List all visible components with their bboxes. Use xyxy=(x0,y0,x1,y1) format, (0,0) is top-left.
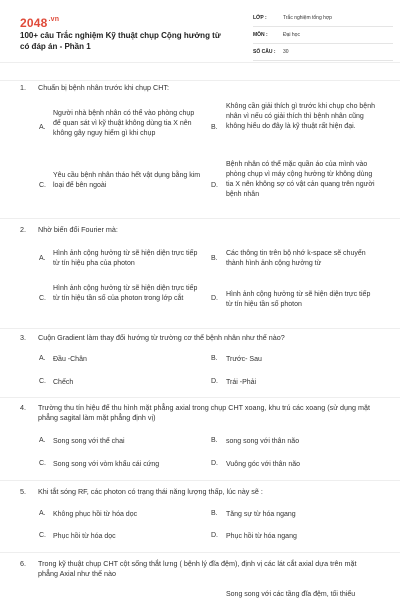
question-number: 3. xyxy=(20,333,26,342)
question-text: Trong kỹ thuật chụp CHT cột sống thắt lưng ( bệnh lý đĩa đệm), định vị các lát cắt axial dựa trên mặt phẳng Axial như thế nào xyxy=(38,559,357,578)
meta-row-count xyxy=(253,46,393,61)
option-letter: A. xyxy=(39,255,46,262)
question-text: Cuộn Gradient làm thay đổi hướng từ trường cơ thể bệnh nhân như thế nào? xyxy=(38,333,285,342)
option-letter: B. xyxy=(211,124,218,131)
option-letter: B. xyxy=(211,355,218,362)
question-text: Nhờ biến đổi Fourier mà: xyxy=(38,225,118,234)
option-letter: B. xyxy=(211,510,218,517)
question-text: Khi tắt sóng RF, các photon có trạng thái năng lượng thấp, lúc này sẽ : xyxy=(38,487,263,496)
option-letter: D. xyxy=(211,182,218,189)
option-letter: A. xyxy=(39,437,46,444)
option-text[interactable]: Phục hồi từ hóa ngang xyxy=(226,533,297,540)
option-text[interactable]: Trái -Phải xyxy=(226,379,257,386)
divider xyxy=(0,552,400,553)
option-text[interactable]: Hình ảnh cộng hưởng từ sẽ hiện diện trực tiếp từ tín hiệu tần số photon xyxy=(226,291,371,308)
divider xyxy=(0,397,400,398)
option-letter: D. xyxy=(211,460,218,467)
option-letter: D. xyxy=(211,532,218,539)
question-number: 6. xyxy=(20,559,26,568)
option-letter: C. xyxy=(39,532,46,539)
option-text[interactable]: Người nhà bệnh nhân có thể vào phòng chụp để quan sát vì kỹ thuật không dùng tia X nên không gây nguy hiểm gì khi chụp xyxy=(53,110,195,137)
option-letter: C. xyxy=(39,295,46,302)
option-text[interactable]: Vuông góc với thân não xyxy=(226,461,300,468)
divider xyxy=(0,218,400,219)
site-logo[interactable] xyxy=(20,16,59,30)
logo-suffix: .vn xyxy=(48,16,60,23)
option-text[interactable]: Bệnh nhân có thể mặc quần áo của mình vào phòng chụp vì máy cộng hưởng từ không dùng tia X nên không sợ có vật cản quang trên người bệnh nhân xyxy=(226,161,375,198)
option-letter: B. xyxy=(211,255,218,262)
document-meta xyxy=(253,12,393,63)
question-number: 4. xyxy=(20,403,26,412)
option-text[interactable]: Song song với các tầng đĩa đệm, tối thiểu xyxy=(226,591,356,598)
option-letter: A. xyxy=(39,124,46,131)
divider xyxy=(0,328,400,329)
option-letter: C. xyxy=(39,378,46,385)
option-text[interactable]: Không cần giải thích gì trước khi chụp cho bệnh nhân vì nếu có giải thích thì bệnh nhân cũng không hiểu do đây là kỹ thuật rất hiện đại. xyxy=(226,103,375,130)
option-text[interactable]: Chếch xyxy=(53,379,74,386)
option-letter: C. xyxy=(39,460,46,467)
option-text[interactable]: Các thông tin trên bộ nhớ k-space sẽ chuyển thành hình ảnh cộng hưởng từ xyxy=(226,250,366,267)
meta-label: LỚP : xyxy=(253,15,267,21)
question-number: 5. xyxy=(20,487,26,496)
option-text[interactable]: Hình ảnh cộng hưởng từ sẽ hiện diện trực tiếp từ tín hiệu pha của photon xyxy=(53,250,198,267)
option-letter: C. xyxy=(39,182,46,189)
meta-label: MÔN : xyxy=(253,32,268,38)
option-text[interactable]: Trước- Sau xyxy=(226,356,262,363)
question-text: Chuẩn bị bệnh nhân trước khi chụp CHT: xyxy=(38,83,169,92)
option-text[interactable]: Yêu cầu bệnh nhân tháo hết vật dụng bằng kim loại để bên ngoài xyxy=(53,172,201,189)
option-letter: A. xyxy=(39,510,46,517)
document-title: 100+ câu Trắc nghiệm Kỹ thuật chụp Cộng hưởng từ có đáp án - Phần 1 xyxy=(20,31,221,51)
option-text[interactable]: Không phục hồi từ hóa dọc xyxy=(53,511,138,518)
meta-label: SỐ CÂU : xyxy=(253,49,276,55)
divider xyxy=(0,480,400,481)
logo-number: 2048 xyxy=(20,16,48,30)
option-letter: D. xyxy=(211,378,218,385)
meta-value: Trắc nghiệm tổng hợp xyxy=(283,15,332,21)
option-text[interactable]: Song song với vòm khẩu cái cứng xyxy=(53,461,160,468)
meta-value: Đại học xyxy=(283,32,300,38)
question-number: 1. xyxy=(20,83,26,92)
option-text[interactable]: Phục hồi từ hóa dọc xyxy=(53,533,116,540)
question-text: Trường thu tín hiệu để thu hình mặt phẳng axial trong chụp CHT xoang, khu trú các xoang (sử dụng mặt phẳng sagital làm mặt phẳng định vị) xyxy=(38,403,370,422)
divider xyxy=(0,80,400,81)
option-text[interactable]: Hình ảnh cộng hưởng từ sẽ hiện diện trực tiếp từ tín hiệu tần số của photon trong lớp cắt xyxy=(53,285,198,302)
option-text[interactable]: song song với thân não xyxy=(226,438,300,445)
option-letter: A. xyxy=(39,355,46,362)
meta-row-class xyxy=(253,12,393,27)
option-text[interactable]: Đầu -Chân xyxy=(53,356,87,363)
document-header xyxy=(0,0,400,63)
option-text[interactable]: Tăng sự từ hóa ngang xyxy=(226,511,296,518)
option-text[interactable]: Song song với thể chai xyxy=(53,438,125,445)
meta-value: 30 xyxy=(283,49,289,55)
meta-row-subject xyxy=(253,29,393,44)
question-number: 2. xyxy=(20,225,26,234)
option-letter: D. xyxy=(211,295,218,302)
option-letter: B. xyxy=(211,437,218,444)
